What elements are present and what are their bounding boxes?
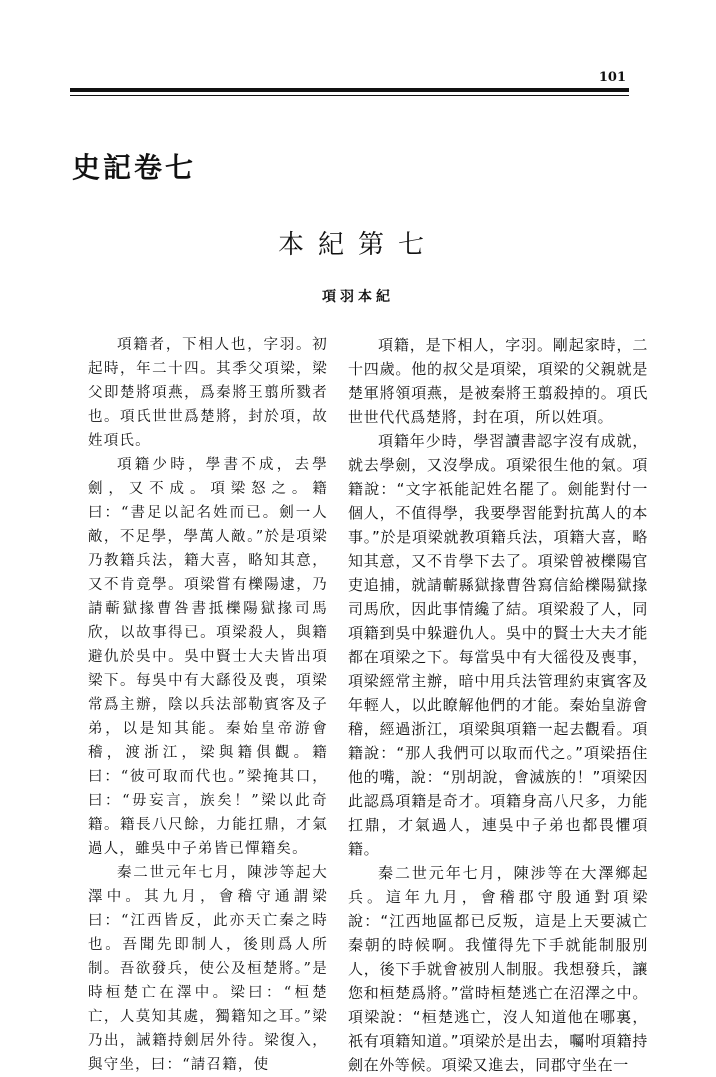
modern-paragraph: 項籍年少時，學習讀書認字沒有成就，就去學劍，又沒學成。項梁很生他的氣。項籍說：“文字祇能記姓名罷了。劍能對付一個人，不值得學，我要學習能對抗萬人的本事。”於是項梁就教項籍兵法，項籍大喜，略知其意，又不肯學下去了。項梁曾被櫟陽官吏追捕，就請蘄縣獄掾曹咎寫信給櫟陽獄掾司馬欣，因此事情纔了結。項梁殺了人，同項籍到吳中躲避仇人。吳中的賢士大夫才能都在項梁之下。每當吳中有大徭役及喪事，項梁經常主辦，暗中用兵法管理約束賓客及年輕人，以此瞭解他們的才能。秦始皇游會稽，經過浙江，項梁與項籍一起去觀看。項籍說：“那人我們可以取而代之。”項梁捂住他的嘴，說：“別胡說，會滅族的！”項梁因此認爲項籍是奇才。項籍身高八尺多，力能扛鼎，才氣過人，連吳中子弟也都畏懼項籍。 [348, 432, 648, 858]
text-columns [88, 333, 648, 1074]
classical-paragraph: 項籍少時，學書不成，去學劍，又不成。項梁怒之。籍曰：“書足以記名姓而已。劍一人敵，不足學，學萬人敵。”於是項梁乃教籍兵法，籍大喜，略知其意，又不肯竟學。項梁嘗有櫟陽逮，乃請蘄獄掾曹咎書抵櫟陽獄掾司馬欣，以故事得已。項梁殺人，與籍避仇於吳中。吳中賢士大夫皆出項梁下。每吳中有大繇役及喪，項梁常爲主辦，陰以兵法部勒賓客及子弟，以是知其能。秦始皇帝游會稽，渡浙江，梁與籍俱觀。籍曰：“彼可取而代也。”梁掩其口，曰：“毋妄言，族矣！”梁以此奇籍。籍長八尺餘，力能扛鼎，才氣過人，雖吳中子弟皆已憚籍矣。 [88, 457, 328, 857]
modern-translation-column [348, 333, 648, 1074]
section-title: 項羽本紀 [322, 289, 394, 305]
header-rule [70, 88, 629, 92]
classical-text-column [88, 333, 328, 1073]
header-rule-thin [70, 95, 629, 96]
classical-paragraph: 秦二世元年七月，陳涉等起大澤中。其九月，會稽守通謂梁曰：“江西皆反，此亦天亡秦之時也。吾聞先即制人，後則爲人所制。吾欲發兵，使公及桓楚將。”是時桓楚亡在澤中。梁曰：“桓楚亡，人莫知其處，獨籍知之耳。”梁乃出，誡籍持劍居外待。梁復入，與守坐，曰：“請召籍，使 [88, 865, 328, 1073]
classical-paragraph: 項籍者，下相人也，字羽。初起時，年二十四。其季父項梁，梁父即楚將項燕，爲秦將王翦所戮者也。項氏世世爲楚將，封於項，故姓項氏。 [88, 337, 328, 449]
modern-paragraph: 項籍，是下相人，字羽。剛起家時，二十四歲。他的叔父是項梁，項梁的父親就是楚軍將領項燕，是被秦將王翦殺掉的。項氏世世代代爲楚將，封在項，所以姓項。 [348, 336, 648, 426]
volume-title: 史記卷七 [72, 151, 197, 184]
modern-paragraph: 秦二世元年七月，陳涉等在大澤鄉起兵。這年九月，會稽郡守殷通對項梁說：“江西地區都已反叛，這是上天要滅亡秦朝的時候啊。我懂得先下手就能制服別人，後下手就會被別人制服。我想發兵，讓您和桓楚爲將。”當時桓楚逃亡在沼澤之中。項梁說：“桓楚逃亡，沒人知道他在哪裏，祇有項籍知道。”項梁於是出去，囑咐項籍持劍在外等候。項梁又進去，同郡守坐在一 [348, 864, 648, 1074]
chapter-title: 本紀第七 [277, 230, 438, 260]
page-number: 101 [598, 70, 626, 85]
